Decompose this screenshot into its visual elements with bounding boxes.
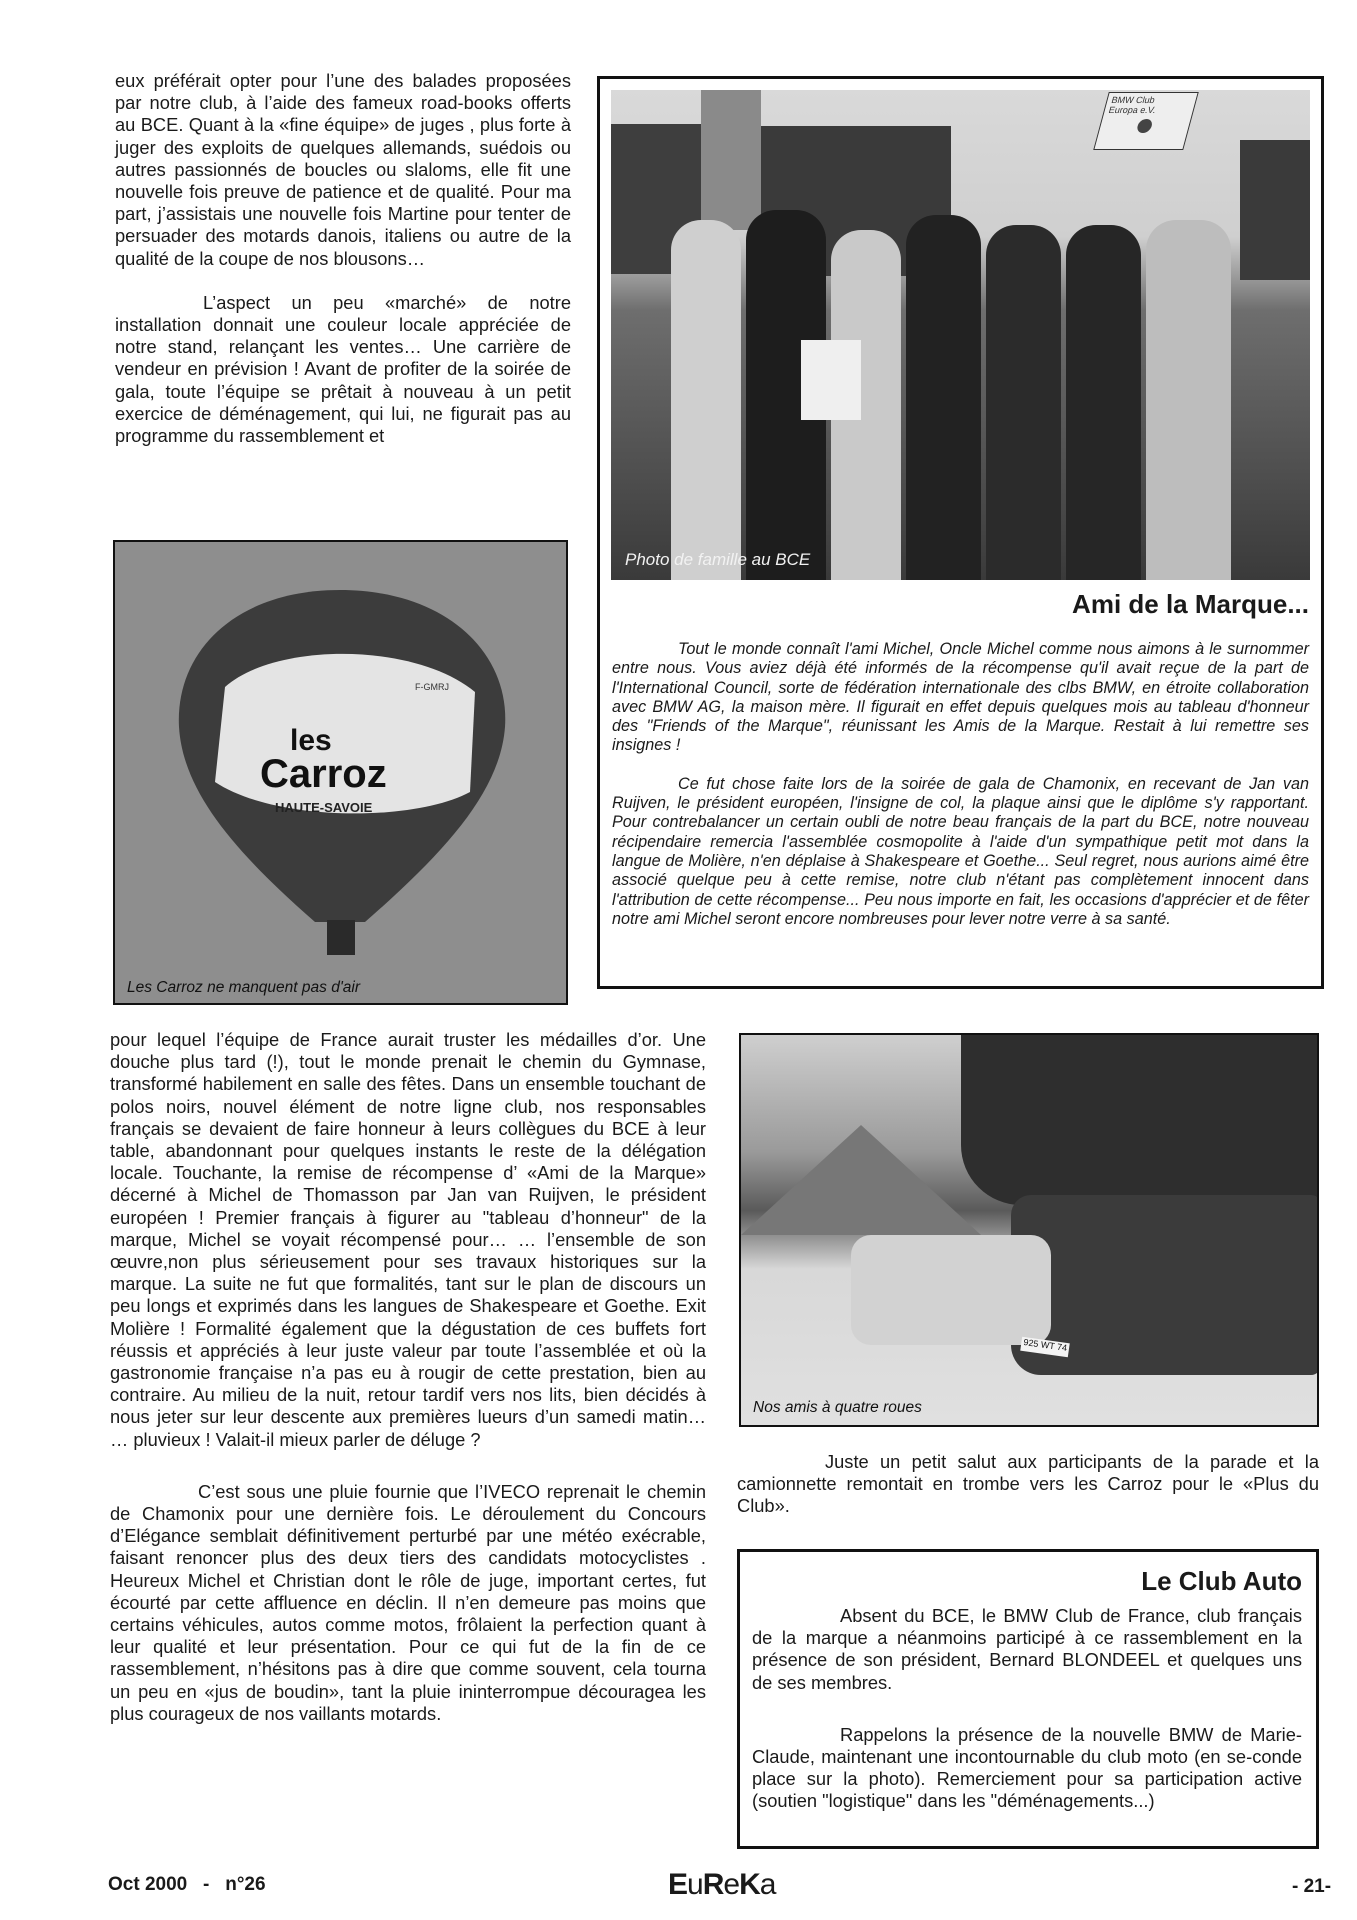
family-photo	[611, 90, 1310, 580]
paragraph: L’aspect un peu «marché» de notre installation donnait une couleur locale appréciée de notre stand, relançant les ventes… Une carrière de vendeur en prévision ! Avant de profiter de la soirée de gala, toute l’équipe se prêtait à nouveau à un petit exercice de déménagement, qui lui, ne figurait pas au programme du rassemblement et	[115, 291, 571, 447]
flag-stripe	[701, 90, 761, 230]
eureka-logo: EuReKa	[668, 1868, 776, 1901]
article-column-top	[115, 70, 571, 447]
club-auto-title: Le Club Auto	[1141, 1566, 1302, 1596]
paragraph: Absent du BCE, le BMW Club de France, club français de la marque a néanmoins participé à ce rassemblement en la présence de son président, Bernard BLONDEEL et quelques uns de ses membres.	[752, 1605, 1302, 1693]
paragraph: Rappelons la présence de la nouvelle BMW de Marie-Claude, maintenant une incontournable du club moto (en se-conde place sur la photo). Remerciement pour sa participation active (soutien "logistique" dans les "déménagements...)	[752, 1723, 1302, 1812]
mountain	[741, 1125, 981, 1235]
license-plate: 925 WT 74	[1020, 1337, 1069, 1358]
article-column-bottom	[110, 1029, 706, 1725]
svg-text:Carroz: Carroz	[260, 752, 387, 796]
ami-box-title: Ami de la Marque...	[1072, 589, 1309, 619]
paragraph: Tout le monde connaît l'ami Michel, Oncle Michel comme nous aimons à le surnommer entre nous. Vous aviez déjà été informés de la récompense qu'il avait reçue de la part de l'International Council, sorte de fédération internationale des clbs BMW, en étroite collaboration avec BMW AG, la maison mère. Il figurait en effet depuis quelques mois au tableau d'honneur des "Friends of the Marque", réunissant les Amis de la Marque. Restait à lui remettre ses insignes !	[612, 640, 1309, 755]
bmw-roundel-icon	[1136, 119, 1154, 133]
diploma	[801, 340, 861, 420]
trees	[961, 1035, 1317, 1205]
cars-photo	[741, 1035, 1317, 1425]
paragraph: pour lequel l’équipe de France aurait truster les médailles d’or. Une douche plus tard (!), tout le monde prenait le chemin du Gymnase, transformé habilement en salle des fêtes. Dans un ensemble touchant de polos noirs, nouvel élément de notre ligne club, nos responsables français se devaient de faire honneur à leurs collègues du BCE à leur table, abandonnant pour quelques instants le reste de la délégation locale. Touchante, la remise de récompense d’ «Ami de la Marque» décerné à Michel de Thomasson par Jan van Ruijven, le président européen ! Premier français à figurer au "tableau d’honneur" de la marque, Michel se voyait récompensé pour… … l’ensemble de son œuvre,non plus sérieusement pour ses travaux historiques sur la marque. La suite ne fut que formalités, tant sur le plan de discours un peu longs et exprimés dans les langues de Shakespeare et Goethe. Exit Molière ! Formalité également que la dégustation de ces buffets fort réussis et appréciés à leur juste valeur par toute l’assemblée et où la gastronomie française n’a pas eu à rougir de cette prestation, bien au contraire. Au milieu de la nuit, retour tardif vers nos lits, bien décidés à nous jeter sur leur descente aux premières lueurs d’un samedi matin… … pluvieux ! Valait-il mieux parler de déluge ?	[110, 1029, 706, 1450]
parade-paragraph: Juste un petit salut aux participants de la parade et la camionnette remontait en trombe vers les Carroz pour le «Plus du Club».	[737, 1451, 1319, 1517]
bmw-club-banner: BMW Club Europa e.V.	[1093, 92, 1199, 150]
family-photo-caption: Photo de famille au BCE	[625, 550, 811, 569]
balloon-photo-caption: Les Carroz ne manquent pas d'air	[127, 979, 361, 996]
cars-photo-caption: Nos amis à quatre roues	[753, 1399, 922, 1416]
ami-box-text	[612, 640, 1309, 929]
balloon-photo	[115, 542, 566, 1003]
car-middle	[851, 1235, 1051, 1345]
people-group	[671, 210, 1251, 580]
ami-de-la-marque-frame	[597, 76, 1324, 989]
hot-air-balloon-icon	[115, 542, 566, 1003]
page-number: - 21-	[1292, 1876, 1332, 1897]
club-auto-content	[752, 1566, 1302, 1813]
svg-text:HAUTE-SAVOIE: HAUTE-SAVOIE	[275, 800, 373, 815]
issue-label: Oct 2000 - n°26	[108, 1874, 266, 1895]
ami-box-content	[612, 589, 1309, 929]
club-auto-box	[737, 1549, 1319, 1849]
svg-text:les: les	[290, 724, 332, 757]
cars-photo-frame	[739, 1033, 1319, 1427]
paragraph: C’est sous une pluie fournie que l’IVECO reprenait le chemin de Chamonix pour une dernière fois. Le déroulement du Concours d’Elégance semblait définitivement perturbé par une météo exécrable, faisant renoncer plus des deux tiers des candidats motocyclistes . Heureux Michel et Christian dont le rôle de juge, important certes, fut écourté par cette affluence en déclin. Il n’en demeure pas moins que certains véhicules, autos comme motos, frôlaient la perfection quant à leur qualité et leur présentation. Pour ce qui fut de la fin de ce rassemblement, n’hésitons pas à dire que comme souvent, cela tourna un peu en «jus de boudin», tant la pluie ininterrompue découragea les plus courageux de nos vaillants motards.	[110, 1480, 706, 1724]
svg-text:F-GMRJ: F-GMRJ	[415, 682, 449, 692]
paragraph: Ce fut chose faite lors de la soirée de gala de Chamonix, en recevant de Jan van Ruijven, le président européen, l'insigne de col, la plaque ainsi que le diplôme s'y rapportant. Pour contrebalancer un certain oubli de notre beau français de la part du BCE, notre nouveau récipendaire remercia l'assemblée cosmopolite à l'aide d'un sympathique petit mot dans la langue de Molière, n'en déplaise à Shakespeare et Goethe... Seul regret, nous aurions aimé être associé quelque peu à cette remise, notre club n'étant pas complètement innocent dans l'attribution de cette récompense... Peu nous importe en fait, les occasions d'apprécier et de fêter notre ami Michel seront encore nombreuses pour lever notre verre à sa santé.	[612, 774, 1309, 928]
balloon-photo-frame	[113, 540, 568, 1005]
paragraph: eux préférait opter pour l’une des balades proposées par notre club, à l’aide des fameux road-books offerts au BCE. Quant à la «fine équipe» de juges , plus forte à juger des exploits de quelques allemands, suédois ou autres passionnés de boucles ou slaloms, elle fit une nouvelle fois preuve de patience et de qualité. Pour ma part, j’assistais une nouvelle fois Martine pour tenter de persuader des motards danois, italiens ou autre de la qualité de la coupe de nos blousons…	[115, 70, 571, 269]
